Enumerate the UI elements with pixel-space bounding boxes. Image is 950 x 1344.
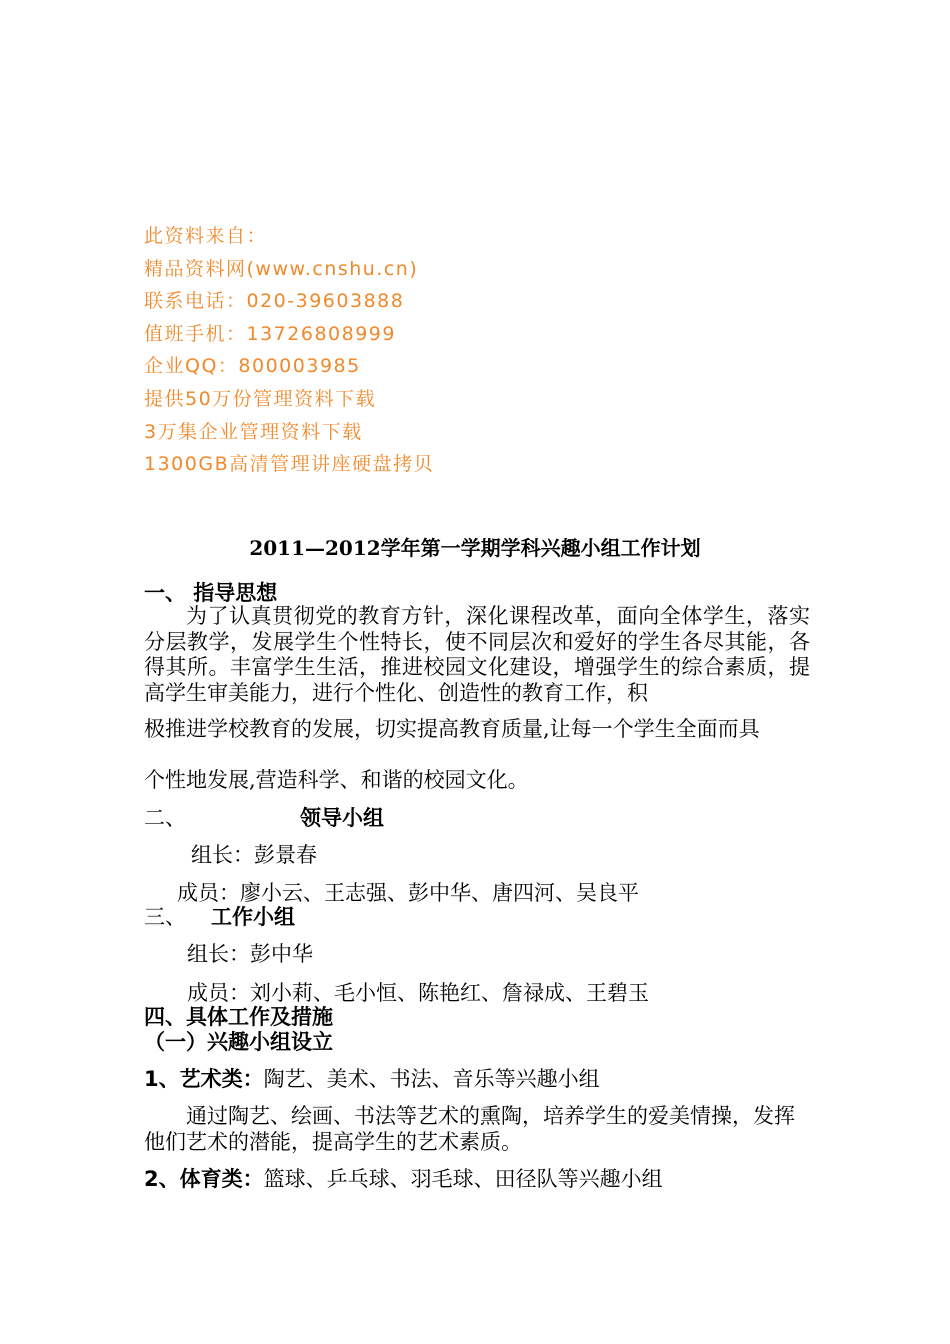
promo-line-offer-2: 3万集企业管理资料下载: [144, 420, 363, 443]
item-1-text: 陶艺、美术、书法、音乐等兴趣小组: [263, 1067, 600, 1091]
promo-line-website: 精品资料网(www.cnshu.cn): [144, 257, 419, 280]
section-1-heading: 一、 指导思想: [144, 580, 278, 605]
promo-block: [144, 220, 844, 481]
section-1-paragraph: 为了认真贯彻党的教育方针，深化课程改革，面向全体学生，落实分层教学，发展学生个性特长，使不同层次和爱好的学生各尽其能，各得其所。丰富学生生活，推进校园文化建设，增强学生的综合素质，提高学生审美能力，进行个性化、创造性的教育工作，积: [144, 604, 810, 705]
item-2-text: 篮球、乒乓球、羽毛球、田径队等兴趣小组: [263, 1167, 663, 1191]
section-3-members: 成员：刘小莉、毛小恒、陈艳红、詹禄成、王碧玉: [187, 981, 649, 1005]
promo-line-offer-1: 提供50万份管理资料下载: [144, 387, 377, 410]
promo-line-phone: 联系电话：020-39603888: [144, 290, 405, 313]
section-2-heading: 领导小组: [300, 805, 384, 830]
item-1-label: 1、艺术类：: [144, 1067, 264, 1091]
promo-line-qq: 企业QQ：800003985: [144, 355, 361, 378]
item-2: [144, 1166, 663, 1192]
item-2-label: 2、体育类：: [144, 1167, 264, 1191]
section-2-members: 成员：廖小云、王志强、彭中华、唐四河、吴良平: [177, 881, 639, 905]
section-1-paragraph-line-c: 个性地发展,营造科学、和谐的校园文化。: [144, 768, 529, 792]
section-4-subheading: （一）兴趣小组设立: [144, 1029, 333, 1054]
section-4-heading: 四、具体工作及措施: [144, 1004, 333, 1029]
item-1-paragraph: 通过陶艺、绘画、书法等艺术的熏陶，培养学生的爱美情操，发挥他们艺术的潜能，提高学生的艺术素质。: [144, 1104, 795, 1154]
item-1: [144, 1066, 600, 1092]
section-2-leader: 组长：彭景春: [191, 843, 317, 867]
document-title: 2011—2012学年第一学期学科兴趣小组工作计划: [249, 536, 701, 560]
promo-line-offer-3: 1300GB高清管理讲座硬盘拷贝: [144, 453, 435, 476]
section-2-number: 二、: [144, 806, 186, 830]
promo-line-source: 此资料来自：: [144, 225, 268, 247]
section-3-leader: 组长：彭中华: [187, 942, 313, 966]
section-3-heading: 工作小组: [211, 904, 295, 929]
section-1-paragraph-line-b: 极推进学校教育的发展，切实提高教育质量,让每一个学生全面而具: [144, 717, 760, 741]
section-3-number: 三、: [144, 905, 186, 929]
promo-line-mobile: 值班手机：13726808999: [144, 322, 396, 345]
